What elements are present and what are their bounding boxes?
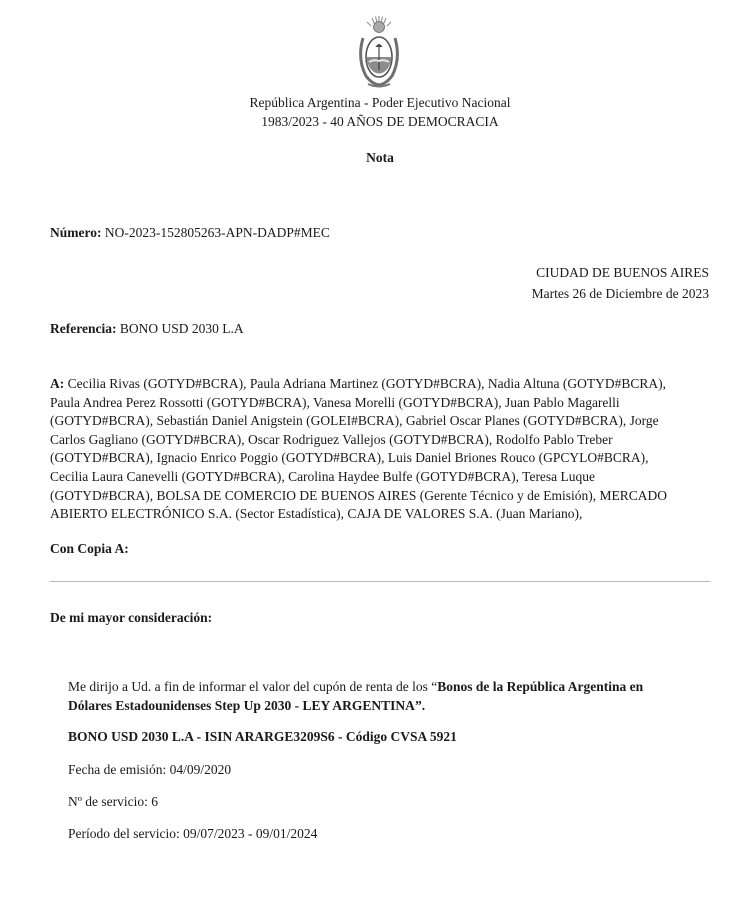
intro-paragraph-cont bbox=[68, 697, 425, 716]
recipients-block bbox=[50, 375, 720, 524]
fecha-emision: Fecha de emisión: 04/09/2020 bbox=[68, 762, 232, 777]
city: CIUDAD DE BUENOS AIRES bbox=[536, 265, 709, 280]
recipients-line: Carlos Gagliano (GOTYD#BCRA), Oscar Rodriguez Vallejos (GOTYD#BCRA), Rodolfo Pablo Treber bbox=[50, 431, 613, 447]
referencia-label: Referencia: bbox=[50, 321, 117, 336]
numero-row bbox=[50, 224, 330, 243]
salutation: De mi mayor consideración: bbox=[50, 610, 213, 625]
con-copia-label: Con Copia A: bbox=[50, 541, 129, 556]
periodo-servicio: Período del servicio: 09/07/2023 - 09/01/2024 bbox=[68, 826, 318, 841]
date: Martes 26 de Diciembre de 2023 bbox=[531, 286, 709, 301]
intro-plain: Me dirijo a Ud. a fin de informar el valor del cupón de renta de los “ bbox=[68, 679, 438, 694]
referencia-value: BONO USD 2030 L.A bbox=[119, 321, 244, 336]
recipients-line: (GOTYD#BCRA), Ignacio Enrico Poggio (GOTYD#BCRA), Luis Daniel Briones Rouco (GPCYLO#BCRA), bbox=[50, 450, 649, 466]
numero-label: Número: bbox=[50, 225, 102, 240]
intro-bond-name-2: Dólares Estadounidenses Step Up 2030 - LEY ARGENTINA bbox=[68, 698, 415, 713]
recipients-line: (GOTYD#BCRA), Sebastián Daniel Anigstein (GOLEI#BCRA), Gabriel Oscar Planes (GOTYD#BCRA), Jorge bbox=[50, 413, 659, 429]
document-type: Nota bbox=[366, 150, 394, 165]
numero-value: NO-2023-152805263-APN-DADP#MEC bbox=[104, 225, 330, 240]
recipients-label: A: bbox=[50, 376, 65, 391]
intro-paragraph bbox=[68, 678, 704, 697]
recipients-line: (GOTYD#BCRA), BOLSA DE COMERCIO DE BUENOS AIRES (Gerente Técnico y de Emisión), MERCADO bbox=[50, 487, 667, 503]
recipients-line: ABIERTO ELECTRÓNICO S.A. (Sector Estadística), CAJA DE VALORES S.A. (Juan Mariano), bbox=[50, 506, 583, 522]
numero-servicio: Nº de servicio: 6 bbox=[68, 794, 159, 809]
recipients-line: Cecilia Laura Canevelli (GOTYD#BCRA), Carolina Haydee Bulfe (GOTYD#BCRA), Teresa Luque bbox=[50, 468, 596, 484]
coat-of-arms-seal bbox=[356, 14, 402, 90]
intro-end: ”. bbox=[414, 698, 426, 713]
recipients-line: Paula Andrea Perez Rossotti (GOTYD#BCRA), Vanesa Morelli (GOTYD#BCRA), Juan Pablo Magarelli bbox=[50, 394, 620, 410]
referencia-row bbox=[50, 320, 244, 339]
header-line-1: República Argentina - Poder Ejecutivo Nacional bbox=[249, 95, 511, 110]
header-line-2: 1983/2023 - 40 AÑOS DE DEMOCRACIA bbox=[261, 114, 499, 129]
divider-line bbox=[50, 581, 710, 582]
intro-bond-name-1: Bonos de la República Argentina en bbox=[437, 679, 644, 694]
recipients-line: A: Cecilia Rivas (GOTYD#BCRA), Paula Adriana Martinez (GOTYD#BCRA), Nadia Altuna (GOTYD#BCRA), bbox=[50, 376, 667, 391]
bond-title: BONO USD 2030 L.A - ISIN ARARGE3209S6 - Código CVSA 5921 bbox=[68, 729, 457, 744]
